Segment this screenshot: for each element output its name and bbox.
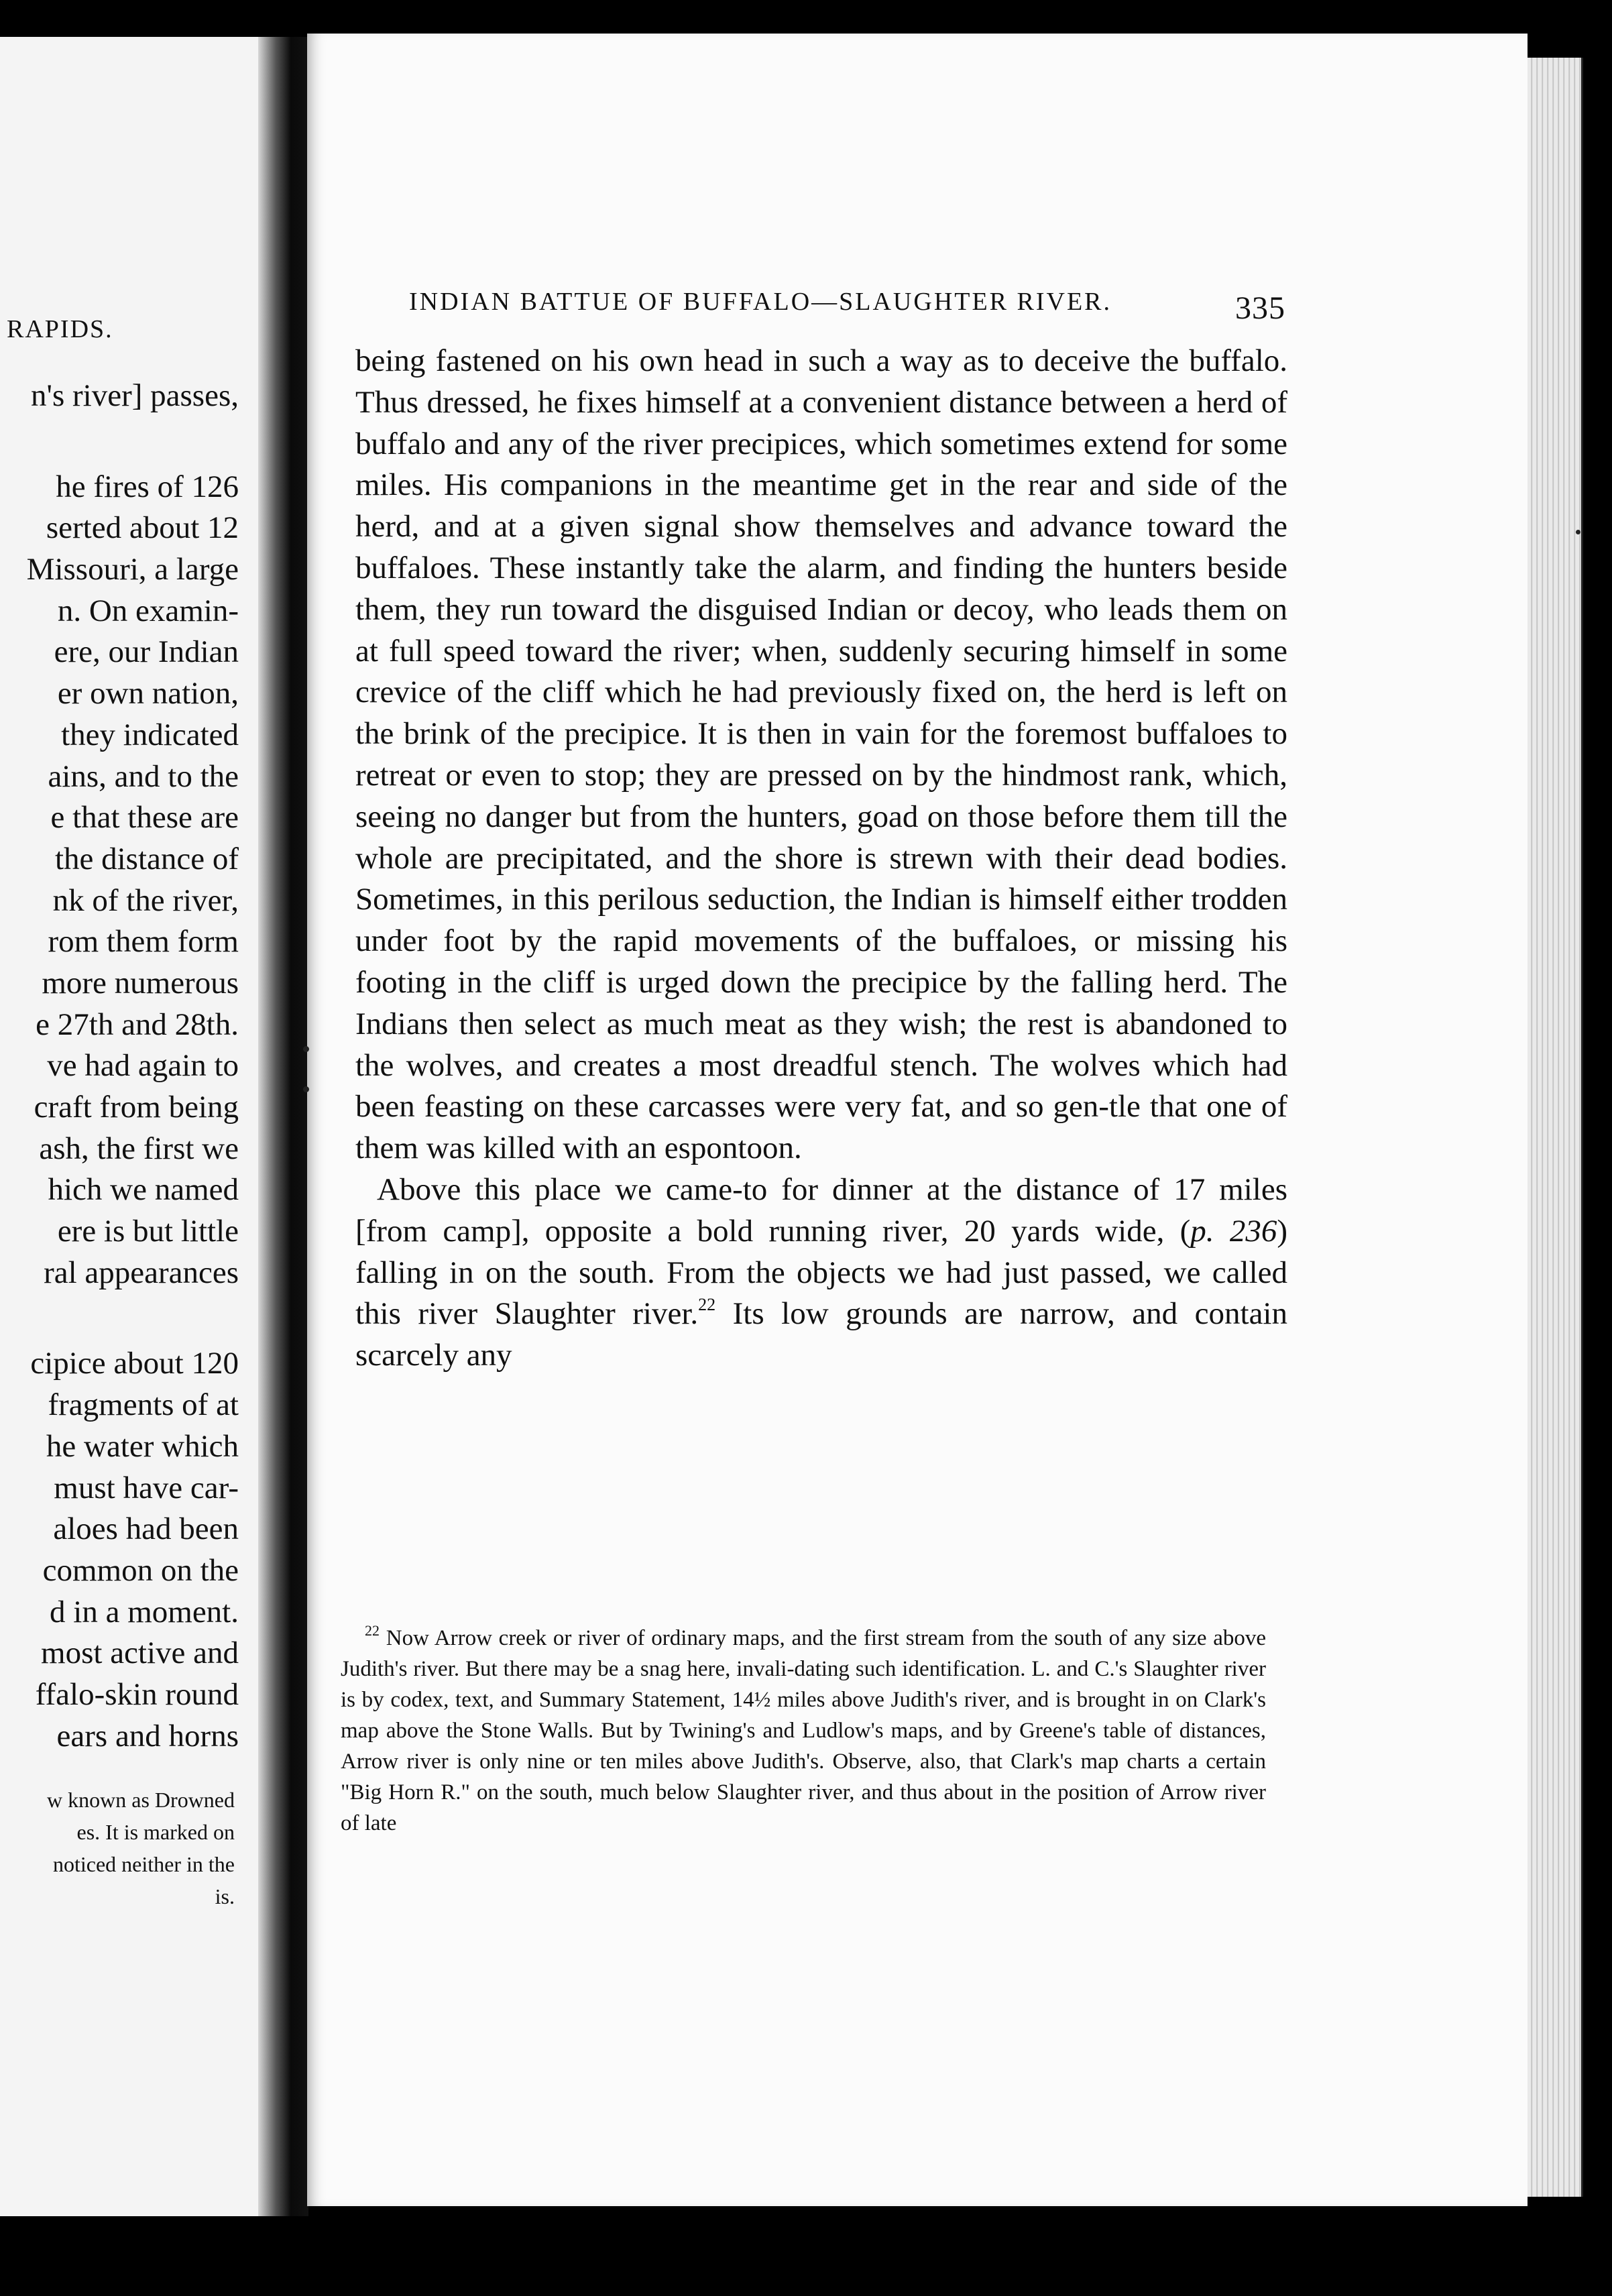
- left-page-line: most active and: [41, 1635, 239, 1671]
- left-page-line: e that these are: [50, 800, 239, 836]
- left-page-line: ains, and to the: [48, 758, 239, 794]
- left-footnote-line: es. It is marked on: [76, 1820, 235, 1844]
- left-page-line: ere is but little: [57, 1214, 239, 1249]
- left-facing-page: [0, 37, 270, 2216]
- left-page-line: ears and horns: [56, 1718, 239, 1754]
- footnote: [341, 1623, 1266, 1839]
- left-footnote-line: is.: [215, 1884, 235, 1908]
- footnote-text: Now Arrow creek or river of ordinary maps, and the first stream from the south of any size above Judith's river. But there may be a snag here, invali-dating such identification. L. and C.'s Slaughter river is by codex, text, and Summary Statement, 14½ miles above Judith's river, and is brought in on Clark's map above the Stone Walls. But by Twining's and Ludlow's maps, and by Greene's table of distances, Arrow river is only nine or ten miles above Judith's. Observe, also, that Clark's map charts a certain "Big Horn R." on the south, much below Slaughter river, and thus about in the position of Arrow river of late: [341, 1626, 1266, 1835]
- paragraph-1: being fastened on his own head in such a way as to deceive the buffalo. Thus dressed, he fixes himself at a convenient distance between a herd of buffalo and any of the river precipices, which sometimes extend for some miles. His companions in the meantime get in the rear and side of the herd, and at a given signal show themselves and advance toward the buffaloes. These instantly take the alarm, and finding the hunters beside them, they run toward the disguised Indian or decoy, who leads them on at full speed toward the river; when, suddenly securing himself in some crevice of the cliff which he had previously fixed on, the herd is left on the brink of the precipice. It is then in vain for the foremost buffaloes to retreat or even to stop; they are pressed on by the hindmost rank, which, seeing no danger but from the hunters, goad on those before them till the whole are precipitated, and the shore is strewn with their dead bodies. Sometimes, in this perilous seduction, the Indian is himself either trodden under foot by the rapid movements of the buffaloes, or missing his footing in the cliff is urged down the precipice by the falling herd. The Indians then select as much meat as they wish; the rest is abandoned to the wolves, and creates a most dreadful stench. The wolves which had been feasting on these carcasses were very fat, and so gen-tle that one of them was killed with an espontoon.: [355, 343, 1287, 1166]
- left-page-line: rom them form: [48, 924, 239, 960]
- left-page-footnote: [0, 1784, 235, 1912]
- left-page-line: e 27th and 28th.: [36, 1007, 239, 1042]
- left-page-line: cipice about 120: [30, 1346, 239, 1381]
- scan-speck: [303, 1086, 309, 1092]
- left-page-line: fragments of at: [48, 1387, 239, 1423]
- left-page-line: ve had again to: [47, 1048, 239, 1084]
- left-page-line: nk of the river,: [52, 882, 239, 918]
- left-page-line: he water which: [46, 1428, 239, 1464]
- footnote-number: 22: [365, 1622, 380, 1639]
- left-page-line: n's river] passes,: [31, 378, 239, 413]
- left-page-line: they indicated: [61, 717, 239, 752]
- left-page-line: common on the: [42, 1552, 239, 1588]
- running-head: INDIAN BATTUE OF BUFFALO—SLAUGHTER RIVER.: [409, 288, 1112, 316]
- page-edges: [1528, 58, 1583, 2197]
- left-page-line: [0, 1294, 239, 1343]
- scan-speck: [1576, 530, 1580, 534]
- left-running-head: RAPIDS.: [7, 315, 113, 343]
- left-page-line: more numerous: [42, 965, 239, 1000]
- body-text: [355, 341, 1287, 1377]
- footnote-marker: 22: [698, 1295, 716, 1315]
- left-page-line: the distance of: [54, 841, 239, 876]
- left-page-text: [0, 376, 239, 1757]
- left-page-line: d in a moment.: [50, 1594, 239, 1629]
- left-page-line: ffalo-skin round: [35, 1676, 239, 1712]
- paragraph-2-part-c: Its low grounds are narrow, and contain scarcely any: [355, 1296, 1287, 1373]
- page-reference: p. 236: [1190, 1213, 1277, 1249]
- left-page-line: hich we named: [48, 1172, 239, 1208]
- left-page-line: ral appearances: [44, 1255, 239, 1290]
- left-page-line: [0, 417, 239, 467]
- left-page-line: ash, the first we: [39, 1131, 239, 1166]
- left-page-line: ere, our Indian: [54, 634, 239, 670]
- left-page-line: n. On examin-: [57, 593, 239, 628]
- left-page-line: must have car-: [54, 1470, 239, 1505]
- binding-gutter: [258, 37, 308, 2216]
- left-page-line: he fires of 126: [56, 469, 239, 504]
- left-footnote-line: noticed neither in the: [52, 1852, 235, 1876]
- paragraph-2-part-a: Above this place we came-to for dinner at the distance of 17 miles [from camp], opposite a bold running river, 20 yards wide, (: [355, 1171, 1287, 1249]
- left-page-line: er own nation,: [57, 676, 239, 711]
- left-page-line: craft from being: [34, 1090, 239, 1125]
- paragraph-2: [355, 1169, 1287, 1377]
- left-footnote-line: w known as Drowned: [47, 1788, 235, 1812]
- left-page-line: Missouri, a large: [26, 552, 239, 587]
- left-page-line: aloes had been: [53, 1511, 239, 1547]
- left-page-line: serted about 12: [46, 510, 239, 546]
- page-number: 335: [1235, 290, 1285, 326]
- scan-speck: [303, 1046, 309, 1052]
- paragraph-2-part-b: ) falling in on the south. From the objects we had just passed, we called this river Slaughter river.: [355, 1213, 1288, 1332]
